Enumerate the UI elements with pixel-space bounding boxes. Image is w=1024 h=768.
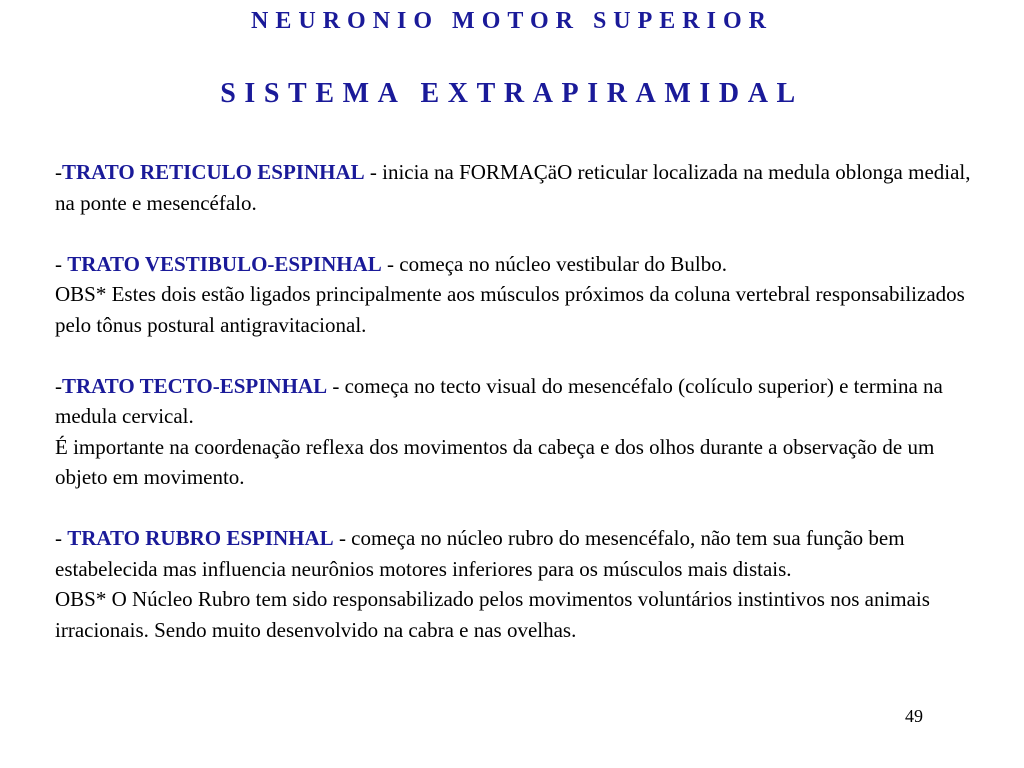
section-term: TRATO RETICULO ESPINHAL (62, 160, 365, 184)
section-text: - inicia na FORMAÇäO reticular localizada na medula oblonga medial, na ponte e mesencéfalo. (55, 160, 971, 215)
section-prefix: - (55, 160, 62, 184)
section-intro (55, 371, 985, 432)
section-note: É importante na coordenação reflexa dos movimentos da cabeça e dos olhos durante a observação de um objeto em movimento. (55, 434, 935, 489)
slide-body (55, 157, 985, 676)
section-prefix: - (55, 526, 68, 550)
section-prefix: - (55, 373, 62, 398)
section-intro (55, 157, 985, 218)
page-number: 49 (905, 706, 923, 726)
section-term: TRATO TECTO-ESPINHAL (62, 373, 328, 398)
section-rubro-espinhal (55, 523, 985, 645)
section-text: - começa no núcleo rubro do mesencéfalo, não tem sua função bem estabelecida mas influencia neurônios motores inferiores para os músculos mais distais. (55, 526, 905, 581)
section-reticulo-espinhal (55, 157, 985, 218)
section-vestibulo-espinhal (55, 249, 985, 341)
section-intro (55, 523, 985, 584)
section-prefix: - (55, 251, 68, 276)
section-text: - começa no tecto visual do mesencéfalo (colículo superior) e termina na medula cervical. (55, 373, 943, 428)
section-intro (55, 249, 985, 280)
section-note: OBS* Estes dois estão ligados principalmente aos músculos próximos da coluna vertebral responsabilizados pelo tônus postural antigravitacional. (55, 282, 965, 337)
section-text: - começa no núcleo vestibular do Bulbo. (381, 251, 728, 276)
section-tecto-espinhal (55, 371, 985, 493)
slide-subtitle: SISTEMA EXTRAPIRAMIDAL (220, 78, 804, 109)
section-note: OBS* O Núcleo Rubro tem sido responsabilizado pelos movimentos voluntários instintivos nos animais irracionais. Sendo muito desenvolvido na cabra e nas ovelhas. (55, 587, 930, 642)
slide-title: NEURONIO MOTOR SUPERIOR (251, 8, 773, 34)
section-term: TRATO VESTIBULO-ESPINHAL (67, 251, 382, 276)
section-term: TRATO RUBRO ESPINHAL (67, 526, 334, 550)
